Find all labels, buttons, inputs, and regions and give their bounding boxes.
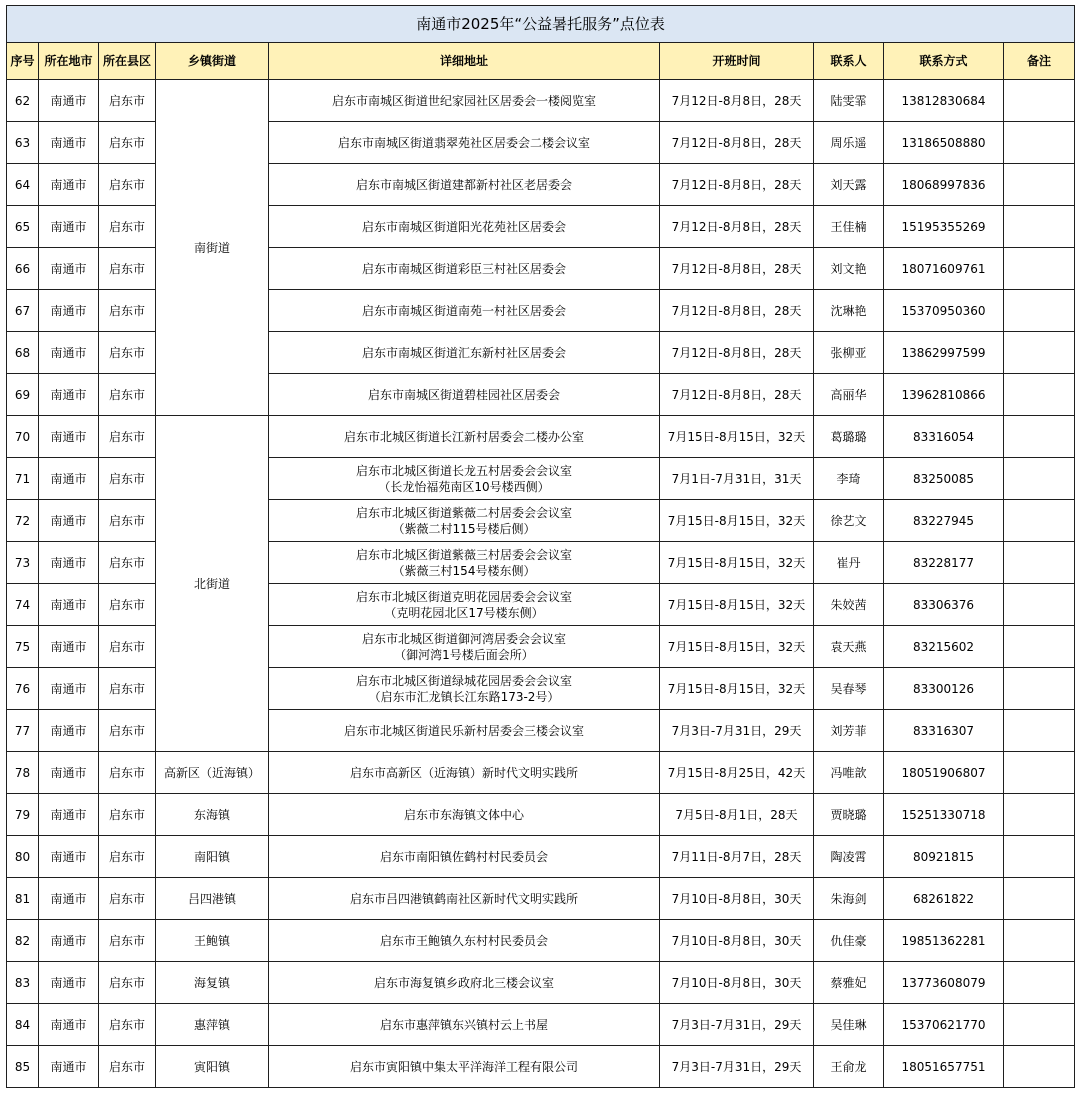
table-row xyxy=(7,416,1075,458)
cell-time: 7月12日-8月8日，28天 xyxy=(660,374,814,416)
cell-address xyxy=(269,668,660,710)
cell-note xyxy=(1004,206,1075,248)
cell-address xyxy=(269,80,660,122)
table-row xyxy=(7,80,1075,122)
address-line: 启东市北城区街道紫薇二村居委会会议室 xyxy=(355,505,572,520)
cell-phone: 13862997599 xyxy=(884,332,1004,374)
cell-contact: 李琦 xyxy=(814,458,884,500)
cell-time: 7月12日-8月8日，28天 xyxy=(660,206,814,248)
address-line: 启东市南城区街道建都新村社区老居委会 xyxy=(355,177,572,192)
cell-phone: 15370950360 xyxy=(884,290,1004,332)
cell-seq: 78 xyxy=(7,752,39,794)
cell-contact: 葛璐璐 xyxy=(814,416,884,458)
cell-time: 7月12日-8月8日，28天 xyxy=(660,164,814,206)
cell-county: 启东市 xyxy=(99,752,156,794)
cell-county: 启东市 xyxy=(99,584,156,626)
header-phone: 联系方式 xyxy=(884,43,1004,80)
address-line: 启东市惠萍镇东兴镇村云上书屋 xyxy=(379,1017,548,1032)
cell-county: 启东市 xyxy=(99,794,156,836)
cell-contact: 袁天燕 xyxy=(814,626,884,668)
cell-seq: 64 xyxy=(7,164,39,206)
cell-seq: 69 xyxy=(7,374,39,416)
cell-county: 启东市 xyxy=(99,542,156,584)
cell-city: 南通市 xyxy=(39,290,99,332)
cell-address xyxy=(269,248,660,290)
cell-county: 启东市 xyxy=(99,416,156,458)
cell-note xyxy=(1004,122,1075,164)
cell-seq: 85 xyxy=(7,1046,39,1088)
cell-city: 南通市 xyxy=(39,332,99,374)
cell-address xyxy=(269,710,660,752)
cell-county: 启东市 xyxy=(99,458,156,500)
cell-time: 7月15日-8月15日，32天 xyxy=(660,626,814,668)
cell-phone: 83300126 xyxy=(884,668,1004,710)
cell-time: 7月10日-8月8日，30天 xyxy=(660,962,814,1004)
address-detail: （紫薇二村115号楼后侧） xyxy=(392,521,536,536)
cell-city: 南通市 xyxy=(39,626,99,668)
cell-contact: 张柳亚 xyxy=(814,332,884,374)
cell-county: 启东市 xyxy=(99,122,156,164)
cell-seq: 72 xyxy=(7,500,39,542)
cell-note xyxy=(1004,626,1075,668)
cell-county: 启东市 xyxy=(99,668,156,710)
address-line: 启东市北城区街道御河湾居委会会议室 xyxy=(361,631,566,646)
cell-county: 启东市 xyxy=(99,1046,156,1088)
cell-seq: 66 xyxy=(7,248,39,290)
cell-note xyxy=(1004,878,1075,920)
address-line: 启东市南城区街道翡翠苑社区居委会二楼会议室 xyxy=(337,135,590,150)
address-line: 启东市南城区街道彩臣三村社区居委会 xyxy=(361,261,566,276)
cell-note xyxy=(1004,668,1075,710)
cell-time: 7月3日-7月31日，29天 xyxy=(660,1004,814,1046)
address-line: 启东市吕四港镇鹤南社区新时代文明实践所 xyxy=(349,891,578,906)
address-detail: （克明花园北区17号楼东侧） xyxy=(384,605,544,620)
cell-street-group: 南街道 xyxy=(156,80,269,416)
cell-phone: 83215602 xyxy=(884,626,1004,668)
cell-seq: 67 xyxy=(7,290,39,332)
cell-county: 启东市 xyxy=(99,248,156,290)
cell-phone: 19851362281 xyxy=(884,920,1004,962)
cell-address xyxy=(269,206,660,248)
cell-address xyxy=(269,122,660,164)
cell-address xyxy=(269,836,660,878)
cell-city: 南通市 xyxy=(39,710,99,752)
cell-time: 7月15日-8月25日，42天 xyxy=(660,752,814,794)
cell-seq: 74 xyxy=(7,584,39,626)
cell-city: 南通市 xyxy=(39,878,99,920)
cell-city: 南通市 xyxy=(39,80,99,122)
cell-seq: 83 xyxy=(7,962,39,1004)
address-line: 启东市寅阳镇中集太平洋海洋工程有限公司 xyxy=(349,1059,578,1074)
cell-note xyxy=(1004,794,1075,836)
cell-contact: 刘文艳 xyxy=(814,248,884,290)
cell-county: 启东市 xyxy=(99,626,156,668)
cell-phone: 13773608079 xyxy=(884,962,1004,1004)
cell-phone: 18051906807 xyxy=(884,752,1004,794)
cell-contact: 沈琳艳 xyxy=(814,290,884,332)
cell-note xyxy=(1004,710,1075,752)
cell-address xyxy=(269,500,660,542)
cell-street-group: 北街道 xyxy=(156,416,269,752)
cell-contact: 陶凌霄 xyxy=(814,836,884,878)
cell-seq: 62 xyxy=(7,80,39,122)
address-line: 启东市北城区街道民乐新村居委会三楼会议室 xyxy=(343,723,584,738)
cell-time: 7月12日-8月8日，28天 xyxy=(660,248,814,290)
cell-note xyxy=(1004,1004,1075,1046)
cell-street: 南阳镇 xyxy=(156,836,269,878)
cell-contact: 刘芳菲 xyxy=(814,710,884,752)
cell-seq: 81 xyxy=(7,878,39,920)
cell-address xyxy=(269,962,660,1004)
address-line: 启东市东海镇文体中心 xyxy=(403,807,524,822)
address-line: 启东市王鲍镇久东村村民委员会 xyxy=(379,933,548,948)
cell-phone: 13186508880 xyxy=(884,122,1004,164)
cell-seq: 70 xyxy=(7,416,39,458)
address-line: 启东市北城区街道克明花园居委会会议室 xyxy=(355,589,572,604)
cell-phone: 68261822 xyxy=(884,878,1004,920)
cell-address xyxy=(269,416,660,458)
cell-phone: 80921815 xyxy=(884,836,1004,878)
cell-time: 7月15日-8月15日，32天 xyxy=(660,542,814,584)
cell-contact: 贾晓璐 xyxy=(814,794,884,836)
cell-city: 南通市 xyxy=(39,1046,99,1088)
cell-seq: 80 xyxy=(7,836,39,878)
cell-contact: 周乐遥 xyxy=(814,122,884,164)
cell-note xyxy=(1004,1046,1075,1088)
cell-address xyxy=(269,920,660,962)
table-row xyxy=(7,752,1075,794)
cell-contact: 朱姣茜 xyxy=(814,584,884,626)
cell-phone: 83316307 xyxy=(884,710,1004,752)
cell-county: 启东市 xyxy=(99,290,156,332)
cell-street: 海复镇 xyxy=(156,962,269,1004)
cell-note xyxy=(1004,458,1075,500)
address-line: 启东市高新区（近海镇）新时代文明实践所 xyxy=(349,765,578,780)
cell-time: 7月1日-7月31日，31天 xyxy=(660,458,814,500)
cell-county: 启东市 xyxy=(99,1004,156,1046)
cell-street: 寅阳镇 xyxy=(156,1046,269,1088)
cell-street: 东海镇 xyxy=(156,794,269,836)
cell-street: 惠萍镇 xyxy=(156,1004,269,1046)
cell-contact: 吴佳琳 xyxy=(814,1004,884,1046)
cell-address xyxy=(269,332,660,374)
table-row xyxy=(7,1046,1075,1088)
address-detail: （长龙怡福苑南区10号楼西侧） xyxy=(378,479,550,494)
cell-city: 南通市 xyxy=(39,164,99,206)
cell-city: 南通市 xyxy=(39,752,99,794)
cell-city: 南通市 xyxy=(39,248,99,290)
cell-city: 南通市 xyxy=(39,122,99,164)
cell-contact: 王俞龙 xyxy=(814,1046,884,1088)
cell-phone: 15251330718 xyxy=(884,794,1004,836)
cell-seq: 73 xyxy=(7,542,39,584)
cell-seq: 79 xyxy=(7,794,39,836)
cell-seq: 77 xyxy=(7,710,39,752)
address-line: 启东市北城区街道长江新村居委会二楼办公室 xyxy=(343,429,584,444)
cell-contact: 吴春琴 xyxy=(814,668,884,710)
address-detail: （紫薇三村154号楼东侧） xyxy=(392,563,536,578)
cell-time: 7月10日-8月8日，30天 xyxy=(660,920,814,962)
cell-time: 7月3日-7月31日，29天 xyxy=(660,710,814,752)
cell-phone: 83227945 xyxy=(884,500,1004,542)
address-line: 启东市北城区街道绿城花园居委会会议室 xyxy=(355,673,572,688)
cell-street: 王鲍镇 xyxy=(156,920,269,962)
cell-phone: 18068997836 xyxy=(884,164,1004,206)
cell-seq: 76 xyxy=(7,668,39,710)
cell-address xyxy=(269,584,660,626)
cell-phone: 83316054 xyxy=(884,416,1004,458)
document-page xyxy=(6,5,1074,1088)
cell-time: 7月12日-8月8日，28天 xyxy=(660,122,814,164)
cell-city: 南通市 xyxy=(39,836,99,878)
cell-note xyxy=(1004,584,1075,626)
cell-note xyxy=(1004,374,1075,416)
cell-address xyxy=(269,878,660,920)
cell-phone: 13812830684 xyxy=(884,80,1004,122)
cell-seq: 75 xyxy=(7,626,39,668)
cell-county: 启东市 xyxy=(99,920,156,962)
address-line: 启东市南城区街道南苑一村社区居委会 xyxy=(361,303,566,318)
cell-city: 南通市 xyxy=(39,962,99,1004)
cell-city: 南通市 xyxy=(39,794,99,836)
table-row xyxy=(7,878,1075,920)
cell-city: 南通市 xyxy=(39,1004,99,1046)
cell-phone: 15370621770 xyxy=(884,1004,1004,1046)
cell-time: 7月15日-8月15日，32天 xyxy=(660,584,814,626)
cell-time: 7月15日-8月15日，32天 xyxy=(660,668,814,710)
cell-city: 南通市 xyxy=(39,584,99,626)
cell-time: 7月15日-8月15日，32天 xyxy=(660,500,814,542)
header-contact: 联系人 xyxy=(814,43,884,80)
cell-note xyxy=(1004,920,1075,962)
cell-county: 启东市 xyxy=(99,332,156,374)
cell-note xyxy=(1004,332,1075,374)
cell-seq: 68 xyxy=(7,332,39,374)
cell-address xyxy=(269,626,660,668)
cell-note xyxy=(1004,542,1075,584)
table-row xyxy=(7,962,1075,1004)
address-line: 启东市南城区街道阳光花苑社区居委会 xyxy=(361,219,566,234)
header-row xyxy=(7,43,1075,80)
cell-contact: 崔丹 xyxy=(814,542,884,584)
table-row xyxy=(7,1004,1075,1046)
cell-city: 南通市 xyxy=(39,500,99,542)
cell-city: 南通市 xyxy=(39,920,99,962)
cell-contact: 蔡雅妃 xyxy=(814,962,884,1004)
table-row xyxy=(7,836,1075,878)
header-note: 备注 xyxy=(1004,43,1075,80)
address-line: 启东市南城区街道汇东新村社区居委会 xyxy=(361,345,566,360)
cell-address xyxy=(269,752,660,794)
cell-time: 7月12日-8月8日，28天 xyxy=(660,332,814,374)
cell-time: 7月12日-8月8日，28天 xyxy=(660,80,814,122)
cell-note xyxy=(1004,752,1075,794)
table-body xyxy=(7,80,1075,1088)
address-line: 启东市北城区街道长龙五村居委会会议室 xyxy=(355,463,572,478)
cell-time: 7月11日-8月7日，28天 xyxy=(660,836,814,878)
cell-note xyxy=(1004,164,1075,206)
cell-city: 南通市 xyxy=(39,668,99,710)
cell-note xyxy=(1004,80,1075,122)
cell-phone: 83228177 xyxy=(884,542,1004,584)
cell-county: 启东市 xyxy=(99,962,156,1004)
cell-county: 启东市 xyxy=(99,80,156,122)
cell-note xyxy=(1004,500,1075,542)
cell-address xyxy=(269,290,660,332)
cell-contact: 刘天露 xyxy=(814,164,884,206)
cell-seq: 71 xyxy=(7,458,39,500)
cell-note xyxy=(1004,416,1075,458)
header-time: 开班时间 xyxy=(660,43,814,80)
cell-time: 7月5日-8月1日，28天 xyxy=(660,794,814,836)
cell-phone: 15195355269 xyxy=(884,206,1004,248)
cell-time: 7月15日-8月15日，32天 xyxy=(660,416,814,458)
cell-note xyxy=(1004,290,1075,332)
cell-address xyxy=(269,458,660,500)
cell-street: 吕四港镇 xyxy=(156,878,269,920)
header-seq: 序号 xyxy=(7,43,39,80)
cell-phone: 83250085 xyxy=(884,458,1004,500)
cell-city: 南通市 xyxy=(39,542,99,584)
cell-phone: 13962810866 xyxy=(884,374,1004,416)
cell-county: 启东市 xyxy=(99,374,156,416)
cell-county: 启东市 xyxy=(99,836,156,878)
cell-address xyxy=(269,374,660,416)
cell-address xyxy=(269,542,660,584)
cell-time: 7月12日-8月8日，28天 xyxy=(660,290,814,332)
cell-address xyxy=(269,1046,660,1088)
cell-phone: 18051657751 xyxy=(884,1046,1004,1088)
cell-seq: 65 xyxy=(7,206,39,248)
cell-address xyxy=(269,794,660,836)
cell-contact: 冯唯歆 xyxy=(814,752,884,794)
cell-contact: 陆雯霏 xyxy=(814,80,884,122)
table-row xyxy=(7,794,1075,836)
cell-seq: 63 xyxy=(7,122,39,164)
cell-street: 高新区（近海镇） xyxy=(156,752,269,794)
cell-city: 南通市 xyxy=(39,416,99,458)
cell-phone: 83306376 xyxy=(884,584,1004,626)
address-line: 启东市南城区街道世纪家园社区居委会一楼阅览室 xyxy=(331,93,596,108)
header-city: 所在地市 xyxy=(39,43,99,80)
cell-contact: 王佳楠 xyxy=(814,206,884,248)
cell-contact: 徐艺文 xyxy=(814,500,884,542)
cell-city: 南通市 xyxy=(39,458,99,500)
cell-contact: 仇佳豪 xyxy=(814,920,884,962)
cell-county: 启东市 xyxy=(99,878,156,920)
cell-contact: 朱海剑 xyxy=(814,878,884,920)
address-line: 启东市南阳镇佐鹤村村民委员会 xyxy=(379,849,548,864)
cell-county: 启东市 xyxy=(99,500,156,542)
header-address: 详细地址 xyxy=(269,43,660,80)
cell-county: 启东市 xyxy=(99,206,156,248)
cell-time: 7月10日-8月8日，30天 xyxy=(660,878,814,920)
table-row xyxy=(7,920,1075,962)
cell-time: 7月3日-7月31日，29天 xyxy=(660,1046,814,1088)
cell-seq: 84 xyxy=(7,1004,39,1046)
address-line: 启东市北城区街道紫薇三村居委会会议室 xyxy=(355,547,572,562)
service-location-table xyxy=(6,5,1075,1088)
address-detail: （启东市汇龙镇长江东路173-2号） xyxy=(368,689,560,704)
cell-note xyxy=(1004,248,1075,290)
address-line: 启东市南城区街道碧桂园社区居委会 xyxy=(367,387,560,402)
address-line: 启东市海复镇乡政府北三楼会议室 xyxy=(373,975,554,990)
cell-city: 南通市 xyxy=(39,206,99,248)
cell-seq: 82 xyxy=(7,920,39,962)
table-title: 南通市2025年“公益暑托服务”点位表 xyxy=(7,6,1075,43)
cell-city: 南通市 xyxy=(39,374,99,416)
cell-county: 启东市 xyxy=(99,710,156,752)
cell-phone: 18071609761 xyxy=(884,248,1004,290)
header-county: 所在县区 xyxy=(99,43,156,80)
cell-note xyxy=(1004,836,1075,878)
header-street: 乡镇街道 xyxy=(156,43,269,80)
cell-county: 启东市 xyxy=(99,164,156,206)
cell-contact: 高丽华 xyxy=(814,374,884,416)
address-detail: （御河湾1号楼后面会所） xyxy=(394,647,534,662)
cell-address xyxy=(269,1004,660,1046)
cell-note xyxy=(1004,962,1075,1004)
cell-address xyxy=(269,164,660,206)
